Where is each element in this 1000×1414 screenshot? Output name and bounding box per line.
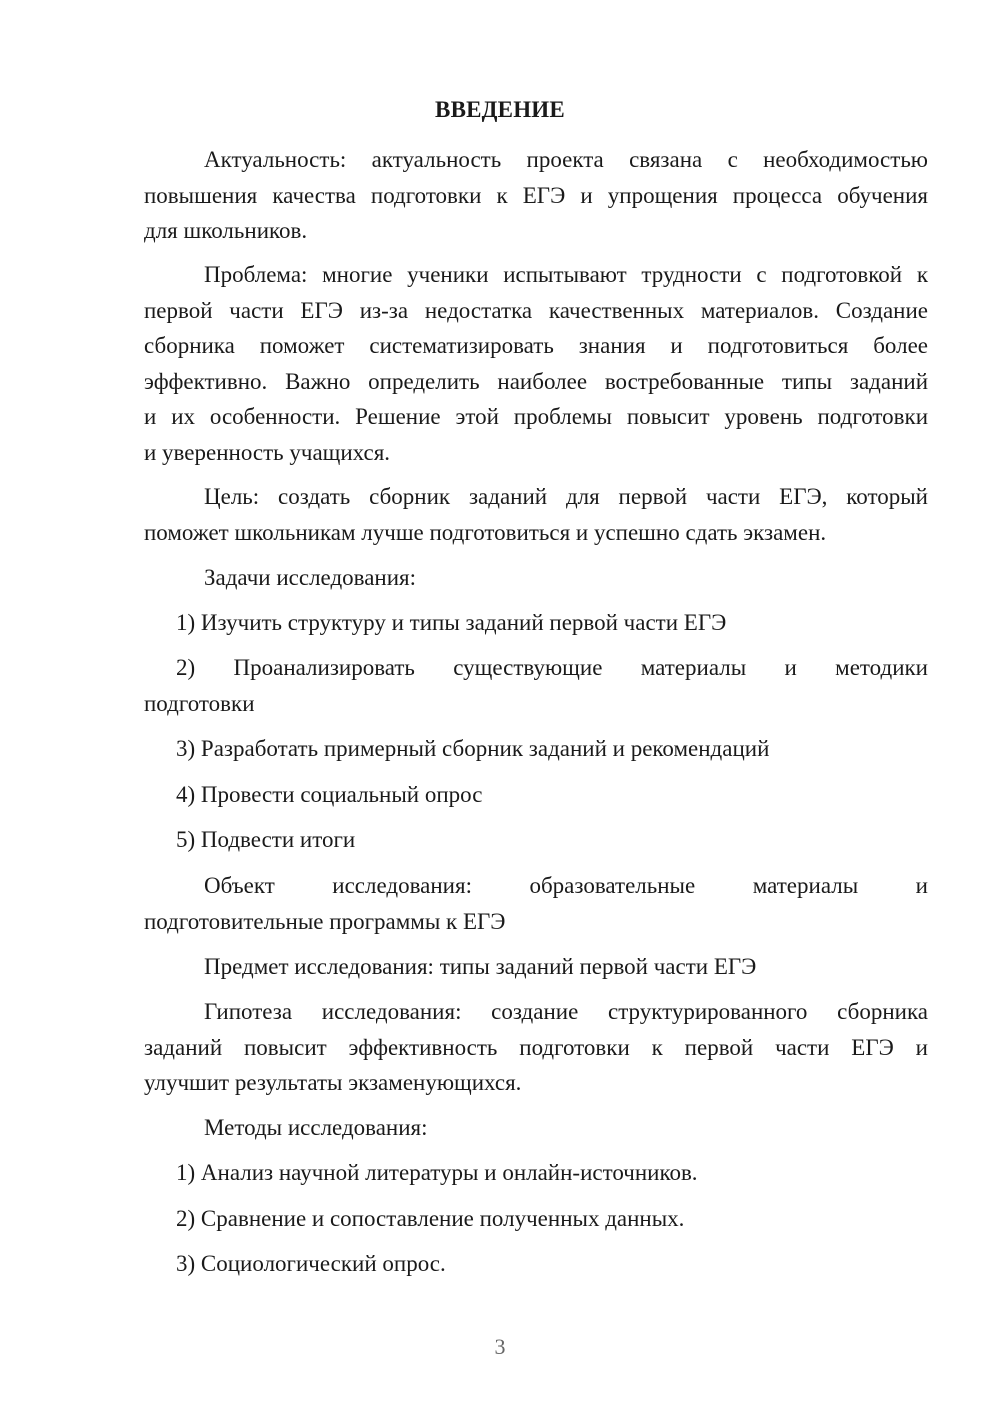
methods-heading-text: Методы исследования: — [204, 1115, 428, 1140]
text-line: Цель: создать сборник заданий для первой части ЕГЭ, который — [204, 484, 928, 509]
list-item: 1) Анализ научной литературы и онлайн-источников. — [176, 1160, 698, 1185]
text-line: заданий повысит эффективность подготовки к первой части ЕГЭ и — [144, 1034, 928, 1060]
object-paragraph — [144, 868, 928, 939]
relevance-paragraph — [144, 142, 928, 249]
text-line: и уверенность учащихся. — [144, 439, 391, 465]
tasks-heading — [144, 560, 928, 596]
list-item: 2) Сравнение и сопоставление полученных данных. — [176, 1206, 685, 1231]
subject-paragraph — [144, 949, 928, 985]
text-line: подготовки — [144, 691, 255, 716]
text-line: для школьников. — [144, 218, 308, 243]
text-line: Объект исследования: образовательные материалы и — [204, 873, 928, 898]
text-line: и их особенности. Решение этой проблемы повысит уровень подготовки — [144, 404, 928, 429]
text-line: повышения качества подготовки к ЕГЭ и упрощения процесса обучения — [144, 182, 928, 208]
page-number: 3 — [494, 1334, 506, 1359]
text-line: Гипотеза исследования: создание структурированного сборника — [204, 999, 928, 1024]
text-line: Предмет исследования: типы заданий первой части ЕГЭ — [204, 954, 757, 979]
list-item: 3) Социологический опрос. — [176, 1251, 446, 1276]
list-item — [176, 650, 928, 686]
text-line: первой части ЕГЭ из-за недостатка качественных материалов. Создание — [144, 297, 928, 323]
text-line: поможет школьникам лучше подготовиться и успешно сдать экзамен. — [144, 519, 827, 545]
text-line: Проблема: многие ученики испытывают трудности с подготовкой к — [204, 262, 928, 287]
tasks-heading-text: Задачи исследования: — [204, 565, 417, 590]
methods-heading — [144, 1110, 928, 1146]
goal-paragraph — [144, 479, 928, 550]
list-item: 4) Провести социальный опрос — [176, 782, 483, 807]
text-line: сборника поможет систематизировать знания и подготовиться более — [144, 333, 928, 358]
text-line: эффективно. Важно определить наиболее востребованные типы заданий — [144, 368, 928, 394]
text-line: подготовительные программы к ЕГЭ — [144, 908, 506, 934]
text-line: Актуальность: актуальность проекта связана с необходимостью — [204, 147, 928, 172]
list-item: 5) Подвести итоги — [176, 827, 356, 852]
list-item: 3) Разработать примерный сборник заданий и рекомендаций — [176, 736, 770, 761]
hypothesis-paragraph — [144, 994, 928, 1101]
problem-paragraph — [144, 257, 928, 470]
text-line: 2) Проанализировать существующие материалы и методики — [176, 655, 928, 680]
list-item-continuation — [144, 686, 928, 722]
list-item: 1) Изучить структуру и типы заданий первой части ЕГЭ — [176, 610, 727, 635]
text-line: улучшит результаты экзаменующихся. — [144, 1070, 522, 1095]
page-title: ВВЕДЕНИЕ — [435, 97, 565, 122]
